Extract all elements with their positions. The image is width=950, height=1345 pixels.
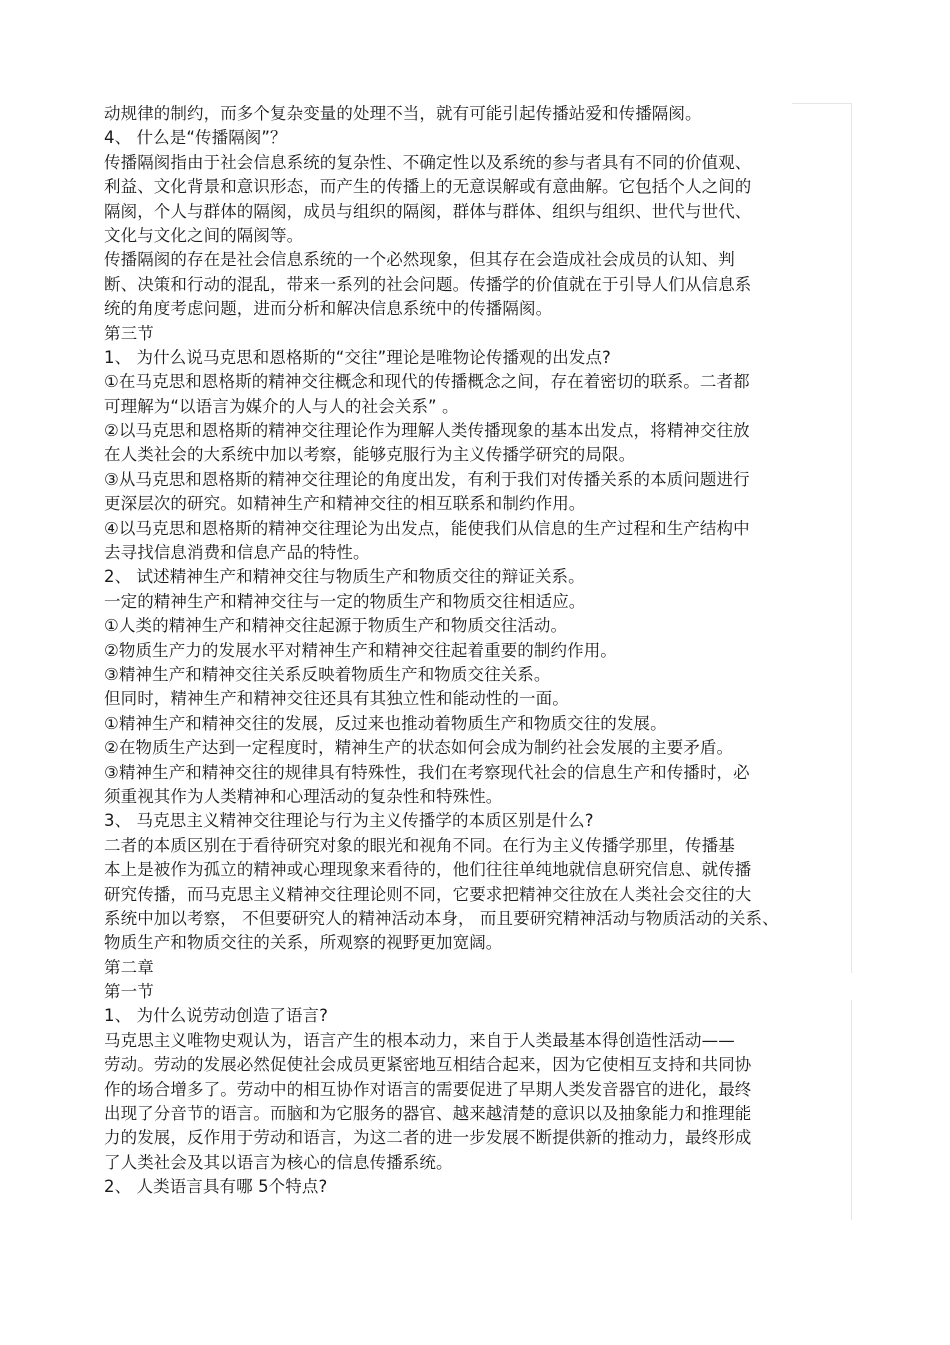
text-line: 出现了分音节的语言。而脑和为它服务的器官、越来越清楚的意识以及抽象能力和推理能	[104, 1104, 752, 1124]
text-line: 物质生产和物质交往的关系，所观察的视野更加宽阔。	[104, 933, 503, 953]
section-heading: 第三节	[104, 323, 154, 343]
text-line: 须重视其作为人类精神和心理活动的复杂性和特殊性。	[104, 786, 503, 806]
text-line: 马克思主义唯物史观认为，语言产生的根本动力，来自于人类最基本得创造性活动——	[104, 1030, 735, 1050]
text-line: 利益、文化背景和意识形态，而产生的传播上的无意误解或有意曲解。它包括个人之间的	[104, 177, 752, 197]
text-line: 更深层次的研究。如精神生产和精神交往的相互联系和制约作用。	[104, 494, 586, 514]
question-line: 4、 什么是“传播隔阂”？	[104, 128, 287, 148]
text-line: ③精神生产和精神交往的规律具有特殊性，我们在考察现代社会的信息生产和传播时，必	[104, 762, 750, 782]
text-line: ②以马克思和恩格斯的精神交往理论作为理解人类传播现象的基本出发点，将精神交往放	[104, 421, 750, 441]
text-line: ③精神生产和精神交往关系反映着物质生产和物质交往关系。	[104, 664, 551, 684]
text-line: 在人类社会的大系统中加以考察，能够克服行为主义传播学研究的局限。	[104, 445, 636, 465]
question-line: 3、 马克思主义精神交往理论与行为主义传播学的本质区别是什么?	[104, 811, 594, 831]
text-line: ①在马克思和恩格斯的精神交往概念和现代的传播概念之间，存在着密切的联系。二者都	[104, 372, 750, 392]
text-line: 力的发展，反作用于劳动和语言，为这二者的进一步发展不断提供新的推动力，最终形成	[104, 1128, 752, 1148]
text-line: ②在物质生产达到一定程度时，精神生产的状态如何会成为制约社会发展的主要矛盾。	[104, 738, 734, 758]
question-line: 1、 为什么说劳动创造了语言?	[104, 1006, 329, 1026]
section-heading: 第一节	[104, 982, 154, 1002]
text-line: 传播隔阂指由于社会信息系统的复杂性、不确定性以及系统的参与者具有不同的价值观、	[104, 152, 752, 172]
text-line: 断、决策和行动的混乱，带来一系列的社会问题。传播学的价值就在于引导人们从信息系	[104, 274, 752, 294]
text-line: 研究传播，而马克思主义精神交往理论则不同，它要求把精神交往放在人类社会交往的大	[104, 884, 752, 904]
text-line: 系统中加以考察， 不但要研究人的精神活动本身， 而且要研究精神活动与物质活动的关系、	[104, 908, 779, 928]
text-line: 统的角度考虑问题，进而分析和解决信息系统中的传播隔阂。	[104, 299, 553, 319]
text-line: 动规律的制约，而多个复杂变量的处理不当，就有可能引起传播站爱和传播隔阂。	[104, 104, 702, 123]
text-line: 二者的本质区别在于看待研究对象的眼光和视角不同。在行为主义传播学那里，传播基	[104, 835, 735, 855]
question-line: 2、 试述精神生产和精神交往与物质生产和物质交往的辩证关系。	[104, 567, 585, 587]
question-line: 2、 人类语言具有哪 5个特点?	[104, 1177, 328, 1197]
question-line: 1、 为什么说马克思和恩格斯的“交往”理论是唯物论传播观的出发点?	[104, 347, 611, 367]
text-line: 可理解为“以语言为媒介的人与人的社会关系” 。	[104, 396, 459, 416]
text-line: 作的场合增多了。劳动中的相互协作对语言的需要促进了早期人类发音器官的进化，最终	[104, 1079, 752, 1099]
section-heading: 第二章	[104, 957, 154, 977]
text-line: 一定的精神生产和精神交往与一定的物质生产和物质交往相适应。	[104, 591, 586, 611]
text-line: 隔阂，个人与群体的隔阂，成员与组织的隔阂，群体与群体、组织与组织、世代与世代、	[104, 201, 752, 221]
text-line: 本上是被作为孤立的精神或心理现象来看待的，他们往往单纯地就信息研究信息、就传播	[104, 860, 752, 880]
text-line: ②物质生产力的发展水平对精神生产和精神交往起着重要的制约作用。	[104, 640, 617, 660]
text-line: 了人类社会及其以语言为核心的信息传播系统。	[104, 1152, 453, 1172]
text-line: 传播隔阂的存在是社会信息系统的一个必然现象，但其存在会造成社会成员的认知、判	[104, 250, 735, 270]
text-line: ①人类的精神生产和精神交往起源于物质生产和物质交往活动。	[104, 616, 568, 636]
text-line: 劳动。劳动的发展必然促使社会成员更紧密地互相结合起来，因为它使相互支持和共同协	[104, 1055, 752, 1075]
text-line: 去寻找信息消费和信息产品的特性。	[104, 543, 370, 563]
text-line: ④以马克思和恩格斯的精神交往理论为出发点，能使我们从信息的生产过程和生产结构中	[104, 518, 750, 538]
document-body	[104, 102, 864, 1200]
text-line: 文化与文化之间的隔阂等。	[104, 225, 304, 245]
text-line: ③从马克思和恩格斯的精神交往理论的角度出发，有利于我们对传播关系的本质问题进行	[104, 469, 750, 489]
text-line: ①精神生产和精神交往的发展，反过来也推动着物质生产和物质交往的发展。	[104, 713, 667, 733]
text-line: 但同时，精神生产和精神交往还具有其独立性和能动性的一面。	[104, 689, 569, 709]
